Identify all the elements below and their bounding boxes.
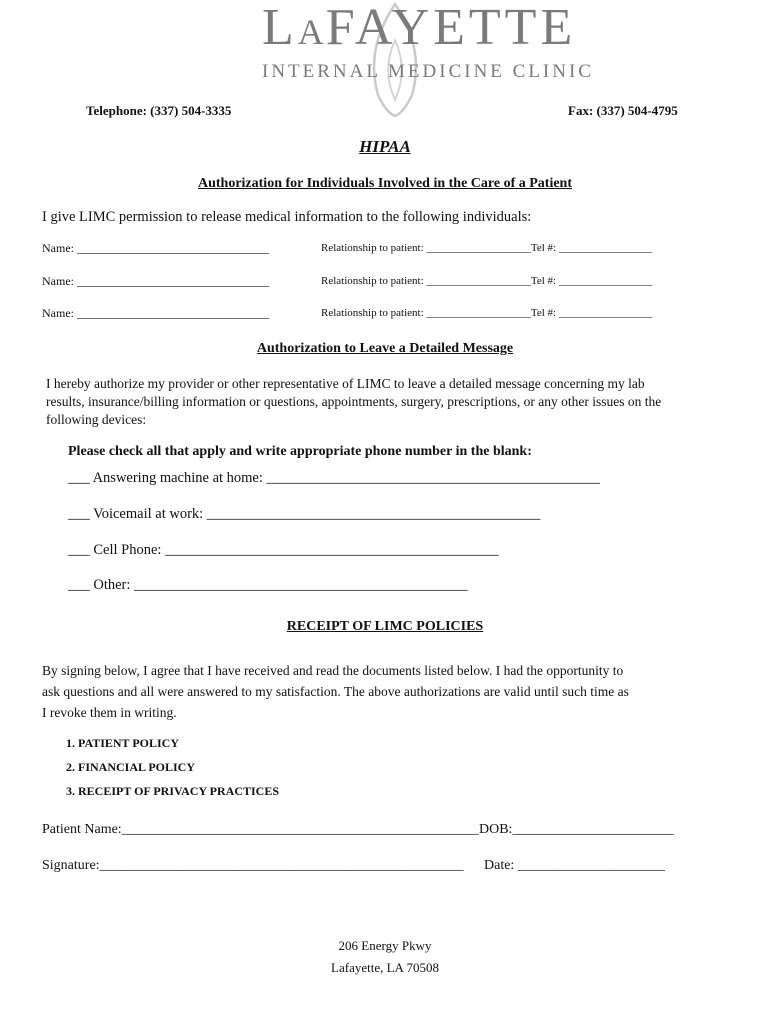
logo-wordmark: LAFAYETTE bbox=[262, 0, 577, 56]
logo-subtitle: INTERNAL MEDICINE CLINIC bbox=[262, 61, 594, 82]
signature-field[interactable]: Signature:____________________________________________________ bbox=[42, 858, 464, 873]
section-heading-message: Authorization to Leave a Detailed Message bbox=[256, 341, 514, 356]
policies-para-line-3: I revoke them in writing. bbox=[42, 705, 177, 720]
option-answering-machine[interactable]: ___ Answering machine at home: ______________________________________________ bbox=[68, 470, 601, 486]
name-field-3[interactable]: Name: ________________________________ bbox=[42, 306, 269, 320]
release-intro: I give LIMC permission to release medical information to the following individuals: bbox=[42, 209, 532, 225]
dob-field[interactable]: DOB:_______________________ bbox=[479, 822, 674, 837]
patient-name-field[interactable]: Patient Name:___________________________________________________ bbox=[42, 822, 479, 837]
message-para-line-3: following devices: bbox=[46, 412, 147, 427]
policies-para-line-2: ask questions and all were answered to my satisfaction. The above authorizations are valid until such time as bbox=[42, 684, 629, 699]
section-heading-policies: RECEIPT OF LIMC POLICIES bbox=[286, 619, 484, 634]
fax-number: Fax: (337) 504-4795 bbox=[568, 103, 678, 118]
document-title: HIPAA bbox=[359, 137, 411, 156]
relationship-tel-field-1[interactable]: Relationship to patient: ___________________Tel #: _________________ bbox=[321, 242, 653, 254]
policy-item-2: 2. FINANCIAL POLICY bbox=[66, 760, 196, 774]
policy-item-1: 1. PATIENT POLICY bbox=[66, 736, 180, 750]
message-para-line-1: I hereby authorize my provider or other representative of LIMC to leave a detailed message concerning my lab bbox=[46, 376, 645, 391]
telephone-number: Telephone: (337) 504-3335 bbox=[86, 103, 232, 118]
footer-address-line-2: Lafayette, LA 70508 bbox=[331, 960, 439, 975]
name-field-1[interactable]: Name: ________________________________ bbox=[42, 241, 269, 255]
policy-item-3: 3. RECEIPT OF PRIVACY PRACTICES bbox=[66, 784, 280, 798]
option-other[interactable]: ___ Other: ______________________________________________ bbox=[68, 577, 468, 593]
relationship-tel-field-2[interactable]: Relationship to patient: ___________________Tel #: _________________ bbox=[321, 275, 653, 287]
option-voicemail-work[interactable]: ___ Voicemail at work: ______________________________________________ bbox=[68, 506, 541, 522]
policies-para-line-1: By signing below, I agree that I have received and read the documents listed below. I had the opportunity to bbox=[42, 663, 624, 678]
message-para-line-2: results, insurance/billing information or questions, appointments, surgery, prescriptions, or any other issues on the bbox=[46, 394, 662, 409]
relationship-tel-field-3[interactable]: Relationship to patient: ___________________Tel #: _________________ bbox=[321, 307, 653, 319]
check-instruction: Please check all that apply and write appropriate phone number in the blank: bbox=[68, 444, 532, 459]
date-field[interactable]: Date: _____________________ bbox=[484, 858, 665, 873]
footer-address-line-1: 206 Energy Pkwy bbox=[338, 938, 432, 953]
option-cell-phone[interactable]: ___ Cell Phone: ______________________________________________ bbox=[68, 542, 499, 558]
section-heading-individuals: Authorization for Individuals Involved in the Care of a Patient bbox=[197, 176, 572, 191]
name-field-2[interactable]: Name: ________________________________ bbox=[42, 274, 269, 288]
